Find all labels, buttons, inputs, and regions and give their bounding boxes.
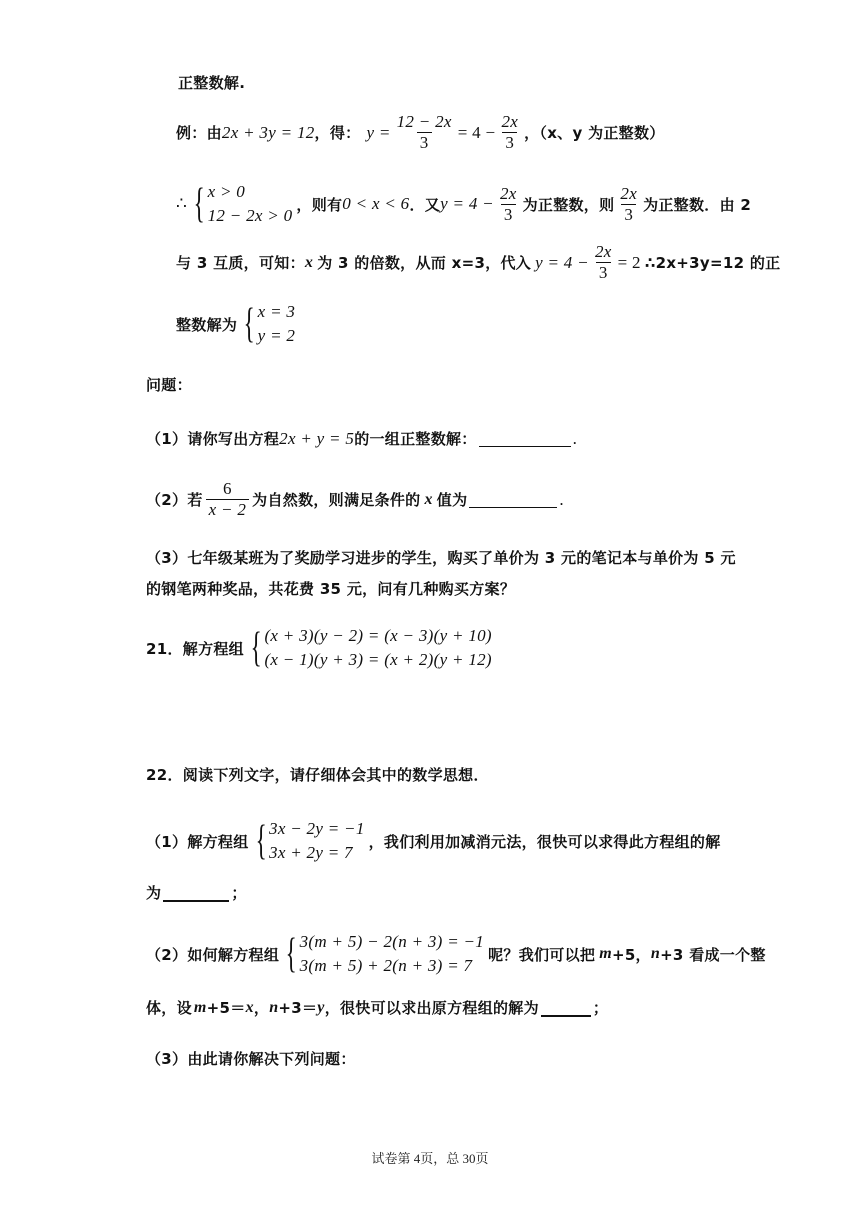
coprime-text: 与 3 互质，可知： — [176, 254, 305, 272]
problem-21-system — [246, 624, 492, 672]
intro-text: 正整数解. — [178, 74, 246, 92]
substitute-expression: y = 4 − — [535, 252, 589, 272]
part-1-system — [251, 817, 365, 865]
part-1-end: ； — [231, 884, 247, 902]
example-equals: = 4 − — [457, 122, 496, 142]
fraction-2x-3 — [617, 184, 640, 225]
left-brace: { — [255, 818, 267, 864]
part-2-suffix: 呢？我们可以把 — [488, 945, 596, 964]
therefore-symbol: ∴ — [176, 194, 188, 213]
q3-text-2: 的钢笔两种奖品，共花费 35 元，问有几种购买方案？ — [146, 580, 516, 598]
fraction-numerator: 6 — [223, 479, 232, 498]
left-brace: { — [285, 931, 298, 977]
example-note: ，（x、y 为正整数） — [524, 124, 665, 142]
part-2-system — [281, 930, 484, 978]
fraction-numerator: 2x — [620, 183, 638, 203]
problem-21-equation-1: (x + 3)(y − 2) = (x − 3)(y + 10) — [264, 626, 492, 645]
q2-fraction — [206, 479, 250, 520]
plus-5-text: +5， — [611, 945, 651, 964]
range-expression: 0 < x < 6 — [342, 194, 410, 213]
variable-m: m — [599, 945, 612, 962]
again-text: ．又 — [409, 195, 441, 214]
coprime-line — [176, 242, 780, 283]
variable-y: y — [317, 998, 325, 1016]
q2-end: . — [559, 489, 564, 509]
part-1-equation-1: 3x − 2y = −1 — [269, 819, 365, 838]
example-get: ，得： — [314, 124, 361, 142]
q2-suffix: 值为 — [436, 491, 468, 509]
q1-answer-blank[interactable] — [479, 430, 571, 447]
question-3-line-1 — [146, 547, 736, 568]
comma: ， — [253, 999, 270, 1017]
q2-middle: 为自然数，则满足条件的 — [252, 491, 421, 509]
therefore-line — [176, 180, 751, 228]
example-fraction-2 — [498, 112, 521, 153]
is-positive-text: 为正整数，则 — [522, 195, 615, 214]
fraction-denominator: x − 2 — [206, 499, 250, 520]
problem-22-part-1 — [146, 817, 721, 865]
q1-suffix: 的一组正整数解： — [354, 430, 477, 448]
q2-variable-x: x — [424, 490, 433, 508]
part-1-answer-label: 为 — [146, 884, 162, 902]
fraction-numerator: 12 − 2x — [396, 112, 452, 131]
part-2-answer-blank[interactable] — [541, 999, 591, 1017]
intro-line — [178, 72, 245, 93]
problem-22-part-2-line-2 — [146, 997, 608, 1018]
fraction-numerator: 2x — [594, 242, 612, 261]
variable-x: x — [245, 998, 254, 1016]
fraction-numerator: 2x — [499, 183, 517, 203]
variable-n: n — [650, 945, 661, 962]
part-1-answer-blank[interactable] — [163, 884, 229, 902]
part-3-text: （3）由此请你解决下列问题： — [146, 1050, 356, 1068]
part-2-answer-label: ，很快可以求出原方程组的解为 — [324, 999, 539, 1017]
q1-equation: 2x + y = 5 — [279, 428, 355, 448]
fraction-denominator: 3 — [501, 204, 516, 225]
solution-x: x = 3 — [257, 302, 296, 321]
problem-22-part-1-line-2 — [146, 882, 247, 903]
plus-3-text: +3 看成一个整 — [660, 945, 766, 964]
plus-5-equals: +5＝ — [206, 999, 246, 1017]
example-y: y = — [366, 122, 391, 142]
questions-heading-text: 问题： — [146, 376, 192, 394]
part-1-suffix: ，我们利用加减消元法，很快可以求得此方程组的解 — [368, 832, 721, 851]
example-equation: 2x + 3y = 12 — [221, 122, 315, 142]
example-prefix: 例：由 — [176, 124, 222, 142]
fraction-numerator: 2x — [501, 112, 519, 131]
problem-22-heading — [146, 764, 489, 785]
part-2-equation-1: 3(m + 5) − 2(n + 3) = −1 — [299, 932, 485, 951]
substitute-fraction — [592, 242, 615, 283]
problem-22-part-2 — [146, 930, 766, 978]
q1-prefix: （1）请你写出方程 — [146, 430, 280, 448]
problem-21-label: 21．解方程组 — [146, 639, 244, 658]
problem-21-equation-2: (x − 1)(y + 3) = (x + 2)(y + 12) — [264, 650, 492, 669]
variable-n: n — [269, 998, 279, 1016]
part-2-let: 体，设 — [146, 999, 192, 1017]
question-2 — [146, 479, 564, 520]
q2-answer-blank[interactable] — [469, 491, 557, 508]
part-2-equation-2: 3(m + 5) + 2(n + 3) = 7 — [299, 956, 473, 975]
question-1 — [146, 428, 577, 449]
page-footer: 试卷第 4页，总 30页 — [371, 1151, 489, 1166]
inequality-system — [189, 180, 292, 228]
problem-22-label: 22．阅读下列文字，请仔细体会其中的数学思想． — [146, 766, 489, 784]
q1-end: . — [572, 428, 578, 448]
example-line — [176, 112, 665, 153]
problem-22-part-3 — [146, 1048, 356, 1069]
conclusion-text: ∴2x+3y=12 的正 — [644, 254, 781, 272]
q2-prefix: （2）若 — [146, 491, 203, 509]
inequality-2: 12 − 2x > 0 — [207, 206, 293, 225]
left-brace: { — [193, 181, 205, 227]
q3-text-1: （3）七年级某班为了奖励学习进步的学生，购买了单价为 3 元的笔记本与单价为 5 元 — [146, 549, 736, 567]
part-1-equation-2: 3x + 2y = 7 — [269, 843, 353, 862]
questions-heading — [146, 374, 192, 395]
solution-label: 整数解为 — [176, 315, 238, 334]
multiple-text: 为 3 的倍数，从而 x=3，代入 — [317, 254, 532, 272]
fraction-denominator: 3 — [417, 132, 432, 153]
left-brace: { — [243, 301, 256, 347]
variable-x: x — [304, 253, 314, 271]
y-fraction — [497, 184, 520, 225]
fraction-denominator: 3 — [502, 132, 517, 153]
part-2-prefix: （2）如何解方程组 — [146, 945, 280, 964]
left-brace: { — [250, 625, 262, 671]
solution-line — [176, 300, 299, 348]
example-fraction-1 — [394, 112, 455, 153]
is-positive-text-2: 为正整数．由 2 — [643, 195, 752, 214]
fraction-denominator: 3 — [596, 262, 611, 283]
problem-21 — [146, 624, 496, 672]
substitute-result: = 2 — [617, 252, 641, 272]
solution-system — [239, 300, 295, 348]
solution-y: y = 2 — [257, 326, 296, 345]
then-text: ，则有 — [296, 195, 343, 214]
part-1-prefix: （1）解方程组 — [146, 832, 249, 851]
inequality-1: x > 0 — [207, 182, 246, 201]
variable-m: m — [193, 998, 207, 1016]
y-expression: y = 4 − — [440, 194, 494, 213]
plus-3-equals: +3＝ — [278, 999, 318, 1017]
fraction-denominator: 3 — [621, 204, 636, 225]
part-2-end: ； — [592, 999, 609, 1017]
question-3-line-2 — [146, 578, 515, 599]
